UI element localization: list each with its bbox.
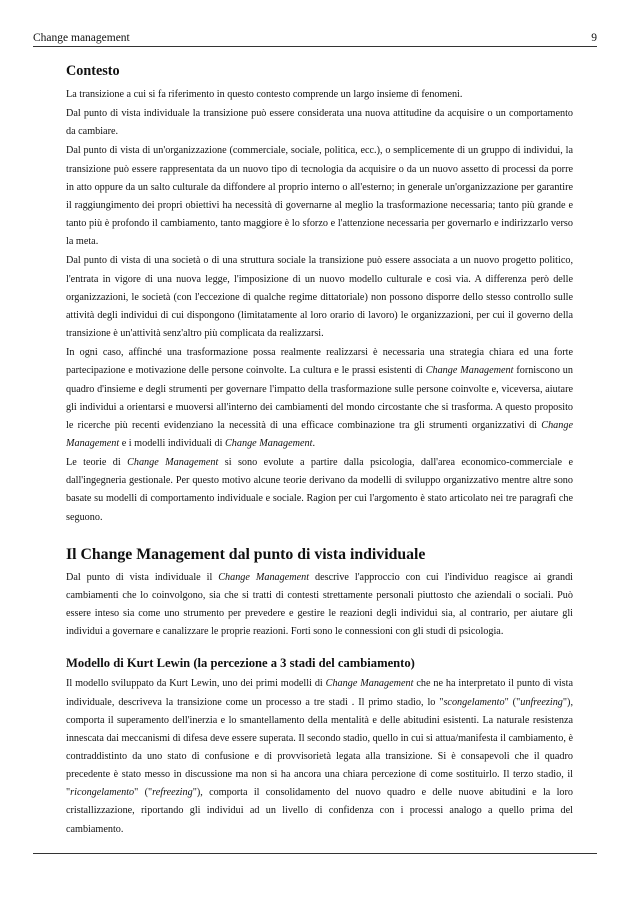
page-number: 9 (591, 32, 597, 44)
subsection-heading-lewin: Modello di Kurt Lewin (la percezione a 3 stadi del cambiamento) (66, 656, 415, 671)
header-title: Change management (33, 32, 130, 44)
paragraph: Dal punto di vista di un'organizzazione (commerciale, sociale, politica, ecc.), o semplicemente di un gruppo di individui, la transizione può essere rappresentata da un nuovo tipo di tecnologia da acquisire o da un nuovo assetto di processi da porre in atto oppure da un salto culturale da diffondere al proprio interno o all'esterno; in generale un'organizzazione per garantire il raggiungimento dei propri obiettivi ha necessità di governarne al meglio la trasformazione necessaria; tanto più grande e tanto più è profondo il cambiamento, tanto maggiore è lo sforzo e l'attenzione necessaria per governarlo e indirizzarlo verso la meta. (66, 145, 573, 248)
footer-rule (33, 853, 597, 854)
page-body (66, 62, 573, 840)
paragraph: La transizione a cui si fa riferimento in questo contesto comprende un largo insieme di fenomeni. (66, 89, 463, 100)
paragraph: Dal punto di vista individuale il Change Management descrive l'approccio con cui l'individuo reagisce ai grandi cambiamenti che lo coinvolgono, sia che si tratti di contesti strettamente personali piuttosto che aziendali o sociali. Può essere inteso sia come uno strumento per prevedere e gestire le reazioni degli individui sia, al contrario, per aiutare gli individui a governare e canalizzare le proprie reazioni. Forti sono le connessioni con gli studi di psicologia. (66, 571, 573, 638)
paragraph: In ogni caso, affinché una trasformazione possa realmente realizzarsi è necessaria una strategia chiara ed una forte partecipazione e motivazione delle persone coinvolte. La cultura e le prassi esistenti di Change Management forniscono un quadro d'insieme e degli strumenti per governare l'impatto della trasformazione sulle persone coinvolte e, viceversa, aiutare gli individui a orientarsi e muoversi all'interno dei cambiamenti del mondo circostante che si trasforma. A questo proposito le ricerche più recenti evidenziano la necessità di una efficace combinazione tra gli strumenti organizzativi di Change Management e i modelli individuali di Change Management. (66, 347, 573, 449)
paragraph: Il modello sviluppato da Kurt Lewin, uno dei primi modelli di Change Management che ne ha interpretato il punto di vista individuale, descriveva la transizione come un processo a tre stadi . Il primo stadio, lo "scongelamento" ("unfreezing"), comporta il superamento dell'inerzia e lo smantellamento della mentalità e delle abitudini esistenti. La naturale resistenza innescata dai meccanismi di difesa deve essere superata. Il secondo stadio, quello in cui si attua/manifesta il cambiamento, è contraddistinto da uno stato di confusione e di provvisorietà legata alla transizione. Si è consapevoli che il quadro precedente è stato messo in discussione ma non si ha ancora una chiara percezione di come sostituirlo. Il terzo stadio, il "ricongelamento" ("refreezing"), comporta il consolidamento del nuovo quadro e delle nuove abitudini e la loro cristallizzazione, riportando gli individui ad un livello di confidenza con i processi analogo a quello prima del cambiamento. (66, 678, 573, 835)
section-heading-individual: Il Change Management dal punto di vista individuale (66, 545, 426, 563)
paragraph: Le teorie di Change Management si sono evolute a partire dalla psicologia, dall'area economico-commerciale e dall'ingegneria gestionale. Per questo motivo alcune teorie derivano da modelli di sviluppo organizzativo mentre altre sono basate su modelli di comportamento individuale e sociale. Ragion per cui l'argomento è stato articolato nei tre paragrafi che seguono. (66, 457, 573, 523)
paragraph: Dal punto di vista individuale la transizione può essere considerata una nuova attitudine da acquisire o un comportamento da cambiare. (66, 108, 573, 138)
section-heading-contesto: Contesto (66, 63, 120, 79)
paragraph: Dal punto di vista di una società o di una struttura sociale la transizione può essere associata a un nuovo progetto politico, l'entrata in vigore di una nuova legge, l'imposizione di un nuovo modello culturale e così via. A differenza però delle organizzazioni, le società (con l'eccezione di qualche regime dittatoriale) non possono disporre dello stesso controllo sulle attività degli individui di cui dispongono (limitatamente al loro orario di lavoro) le organizzazioni, per cui il governo della transizione è un'attività senz'altro più complicata da realizzarsi. (66, 255, 573, 340)
running-header (33, 28, 597, 47)
